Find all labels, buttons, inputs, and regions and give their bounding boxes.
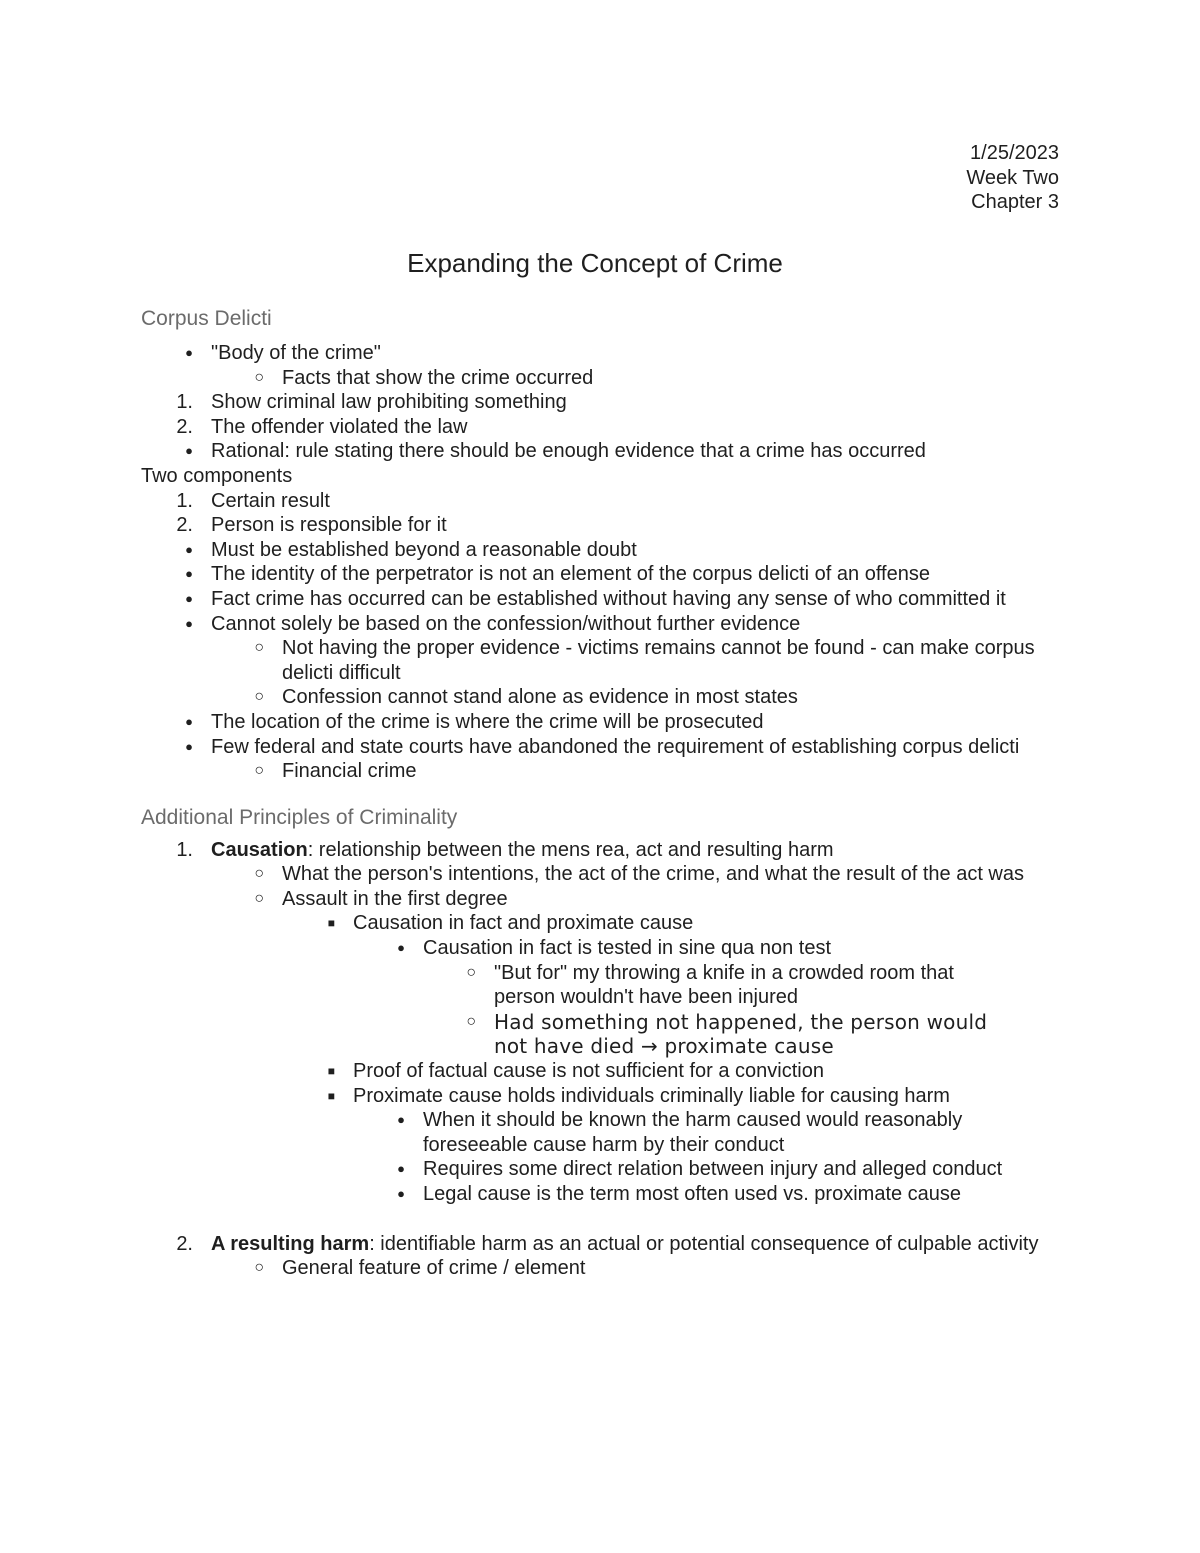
number-marker: 2.: [176, 1232, 193, 1255]
bullet-marker: ○: [254, 639, 264, 657]
list-item: 1. Certain result: [141, 489, 1061, 514]
list-item: 1. Causation: relationship between the mens rea, act and resulting harm: [141, 838, 1061, 863]
page-title: Expanding the Concept of Crime: [407, 248, 783, 278]
list-item: 2. The offender violated the law: [141, 415, 1061, 440]
date-text: 1/25/2023: [970, 142, 1059, 164]
list-item: ● Few federal and state courts have abandoned the requirement of establishing corpus delicti: [141, 735, 1061, 760]
list-item: ● The location of the crime is where the crime will be prosecuted: [141, 710, 1061, 735]
bullet-marker: ●: [185, 713, 193, 729]
list-item: ● Causation in fact is tested in sine qua non test: [141, 936, 1061, 961]
list-item: ○ What the person's intentions, the act of the crime, and what the result of the act was: [141, 862, 1061, 887]
number-marker: 1.: [176, 391, 193, 414]
bullet-marker: ○: [254, 865, 264, 883]
bullet-marker: ○: [466, 963, 476, 981]
bullet-marker: ■: [327, 916, 335, 931]
list-item: 2. Person is responsible for it: [141, 513, 1061, 538]
bullet-marker: ●: [185, 590, 193, 606]
list-item: ○ Financial crime: [141, 759, 1061, 784]
list-item: ● Legal cause is the term most often used vs. proximate cause: [141, 1182, 1061, 1207]
chapter-text: Chapter 3: [971, 191, 1059, 213]
notes-body: [141, 305, 1061, 1281]
bullet-marker: ●: [397, 1186, 405, 1201]
bullet-marker: ○: [254, 368, 264, 386]
list-item: ○ Had something not happened, the person would not have died → proximate cause: [141, 1010, 1024, 1059]
list-item: ○ "But for" my throwing a knife in a crowded room that person wouldn't have been injured: [141, 961, 1014, 1010]
bullet-marker: ●: [185, 443, 193, 459]
list-item: ● The identity of the perpetrator is not an element of the corpus delicti of an offense: [141, 562, 1061, 587]
number-marker: 2.: [176, 415, 193, 438]
list-item: ● Must be established beyond a reasonable doubt: [141, 538, 1061, 563]
list-item: ■ Causation in fact and proximate cause: [141, 911, 1061, 936]
bold-term: A resulting harm: [211, 1232, 370, 1255]
bullet-marker: ●: [397, 1112, 405, 1128]
bullet-marker: ■: [327, 1064, 335, 1079]
bullet-marker: ○: [254, 762, 264, 780]
bullet-marker: ●: [185, 566, 193, 582]
number-marker: 1.: [176, 489, 193, 512]
list-item: ○ Facts that show the crime occurred: [141, 366, 1061, 391]
bullet-marker: ●: [397, 1161, 405, 1177]
paragraph: Two components: [141, 464, 293, 487]
list-item: ● When it should be known the harm caused would reasonably foreseeable cause harm by their conduct: [141, 1108, 1053, 1157]
list-item: ○ General feature of crime / element: [141, 1256, 1061, 1281]
bullet-marker: ●: [185, 615, 193, 631]
section-heading-additional-principles: Additional Principles of Criminality: [141, 805, 458, 829]
list-item: 2. A resulting harm: identifiable harm as an actual or potential consequence of culpable activity: [141, 1232, 1061, 1257]
list-item: ■ Proof of factual cause is not sufficient for a conviction: [141, 1059, 1061, 1084]
section-heading-corpus-delicti: Corpus Delicti: [141, 307, 272, 330]
list-item: ● Cannot solely be based on the confession/without further evidence: [141, 612, 1061, 637]
list-item: ● Rational: rule stating there should be enough evidence that a crime has occurred: [141, 439, 1061, 464]
bullet-marker: ○: [466, 1012, 476, 1030]
list-item: ○ Not having the proper evidence - victims remains cannot be found - can make corpus delicti difficult: [141, 636, 1061, 685]
bold-term: Causation: [211, 838, 308, 861]
list-item: ● Fact crime has occurred can be established without having any sense of who committed it: [141, 587, 1061, 612]
bullet-marker: ●: [397, 940, 405, 956]
list-item: ● "Body of the crime": [141, 341, 1061, 366]
list-item: ■ Proximate cause holds individuals criminally liable for causing harm: [141, 1084, 1061, 1109]
bullet-marker: ○: [254, 688, 264, 706]
list-item: ○ Assault in the first degree: [141, 887, 1061, 912]
list-item: ○ Confession cannot stand alone as evidence in most states: [141, 685, 1061, 710]
bullet-marker: ●: [185, 345, 193, 360]
bullet-marker: ●: [185, 541, 193, 557]
bullet-marker: ●: [185, 738, 193, 754]
bullet-marker: ○: [254, 1259, 264, 1277]
number-marker: 2.: [176, 514, 193, 537]
header-meta: [966, 141, 1059, 215]
week-text: Week Two: [966, 166, 1059, 189]
number-marker: 1.: [176, 838, 193, 861]
bullet-marker: ■: [327, 1088, 335, 1103]
list-item: ● Requires some direct relation between injury and alleged conduct: [141, 1157, 1061, 1182]
list-item: 1. Show criminal law prohibiting something: [141, 390, 1061, 415]
bullet-marker: ○: [254, 889, 264, 907]
